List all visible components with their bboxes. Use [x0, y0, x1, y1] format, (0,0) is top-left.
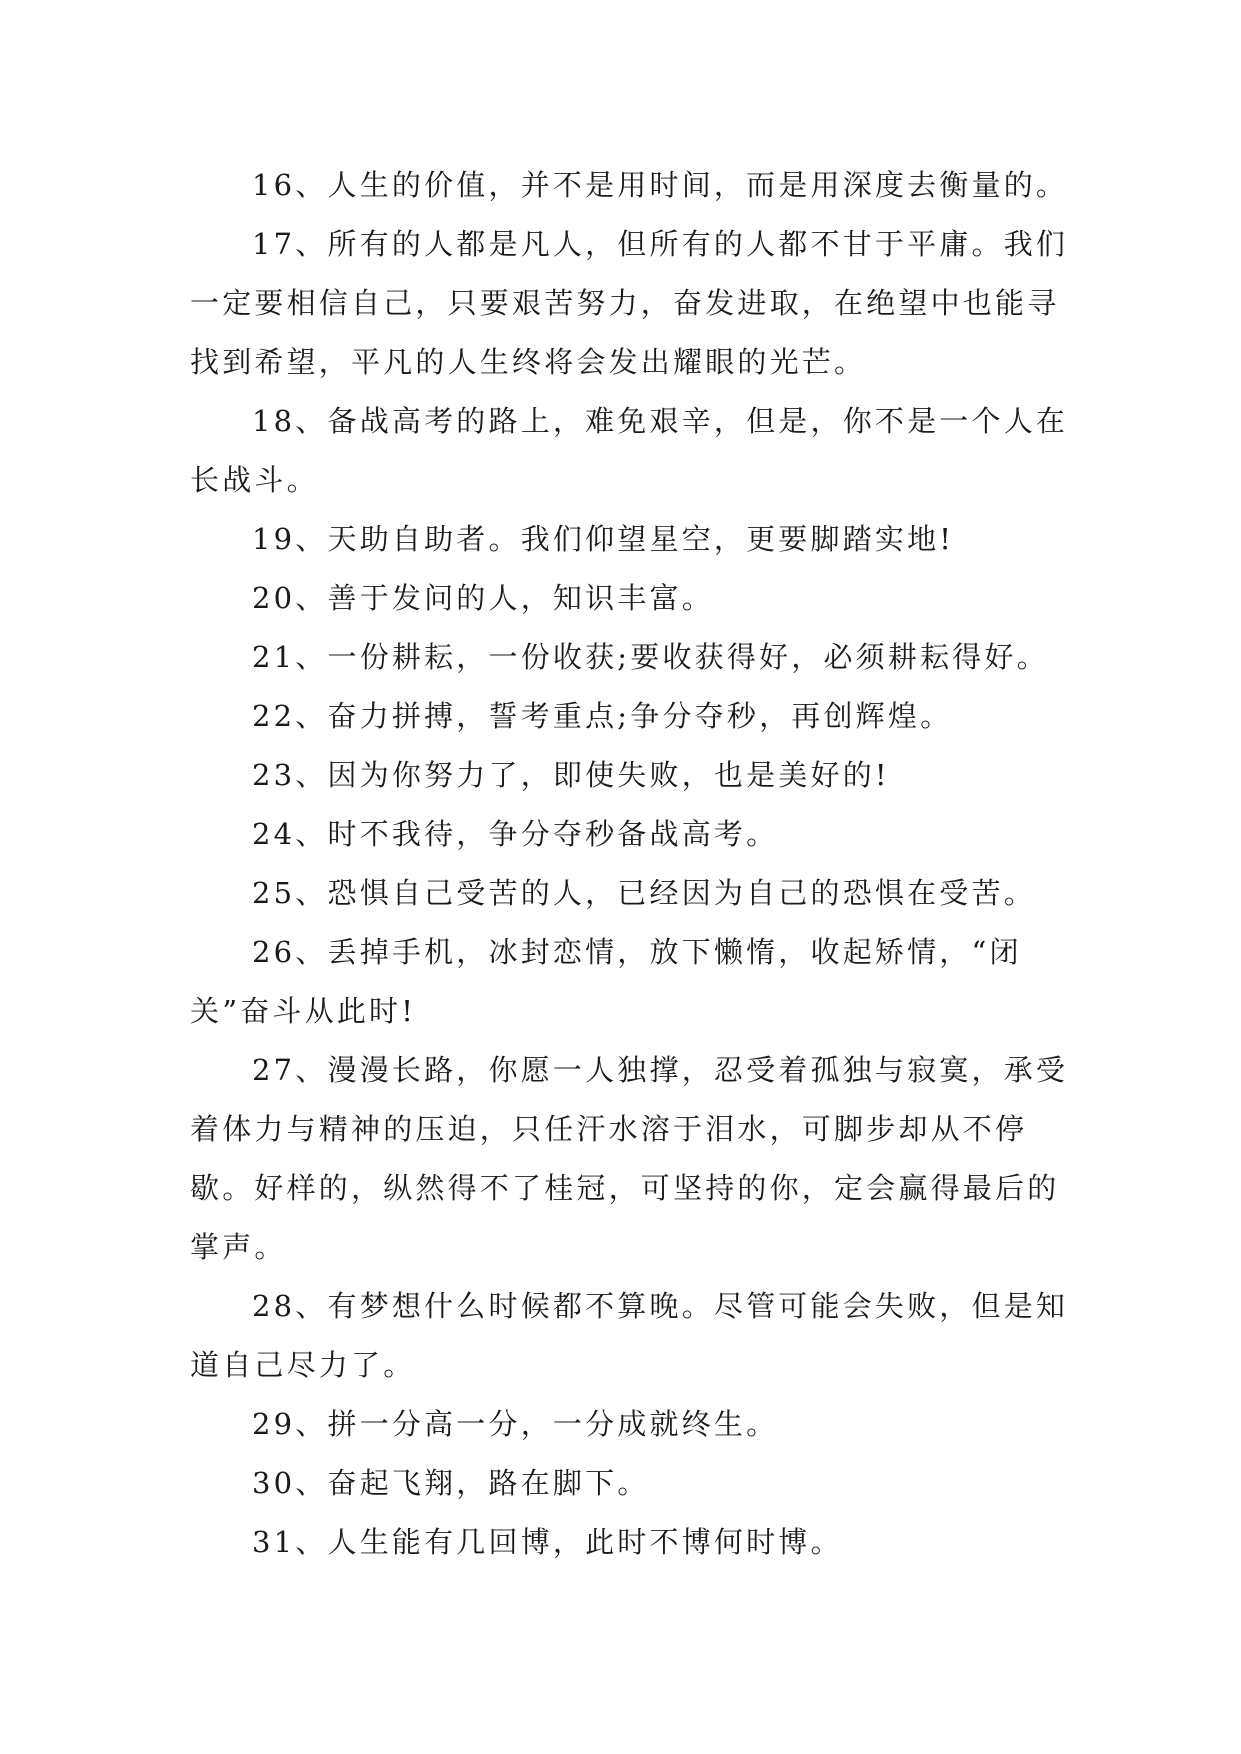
- quote-paragraph-28: 28、有梦想什么时候都不算晚。尽管可能会失败，但是知道自己尽力了。: [190, 1289, 1069, 1382]
- quote-paragraph-18: 18、备战高考的路上，难免艰辛，但是，你不是一个人在长战斗。: [190, 404, 1069, 497]
- quote-paragraph-30: 30、奋起飞翔，路在脚下。: [252, 1466, 650, 1500]
- quote-paragraph-20: 20、善于发问的人，知识丰富。: [252, 581, 714, 615]
- quote-paragraph-24: 24、时不我待，争分夺秒备战高考。: [252, 817, 779, 851]
- quote-paragraph-17: 17、所有的人都是凡人，但所有的人都不甘于平庸。我们一定要相信自己，只要艰苦努力，奋发进取，在绝望中也能寻找到希望，平凡的人生终将会发出耀眼的光芒。: [190, 227, 1069, 379]
- quote-paragraph-31: 31、人生能有几回博，此时不博何时博。: [252, 1525, 843, 1559]
- quote-paragraph-25: 25、恐惧自己受苦的人，已经因为自己的恐惧在受苦。: [252, 876, 1036, 910]
- quote-paragraph-22: 22、奋力拼搏，誓考重点;争分夺秒，再创辉煌。: [252, 699, 953, 733]
- quote-paragraph-27: 27、漫漫长路，你愿一人独撑，忍受着孤独与寂寞，承受着体力与精神的压迫，只任汗水溶于泪水，可脚步却从不停歇。好样的，纵然得不了桂冠，可坚持的你，定会赢得最后的掌声。: [190, 1053, 1069, 1264]
- quote-paragraph-29: 29、拼一分高一分，一分成就终生。: [252, 1407, 779, 1441]
- quote-paragraph-21: 21、一份耕耘，一份收获;要收获得好，必须耕耘得好。: [252, 640, 1049, 674]
- quote-paragraph-16: 16、人生的价值，并不是用时间，而是用深度去衡量的。: [252, 168, 1069, 202]
- quote-paragraph-26: 26、丢掉手机，冰封恋情，放下懒惰，收起矫情，“闭关”奋斗从此时!: [190, 935, 1022, 1028]
- quote-paragraph-23: 23、因为你努力了，即使失败，也是美好的!: [252, 758, 890, 792]
- quote-paragraph-19: 19、天助自助者。我们仰望星空，更要脚踏实地!: [252, 522, 955, 556]
- document-body: [190, 156, 1070, 1572]
